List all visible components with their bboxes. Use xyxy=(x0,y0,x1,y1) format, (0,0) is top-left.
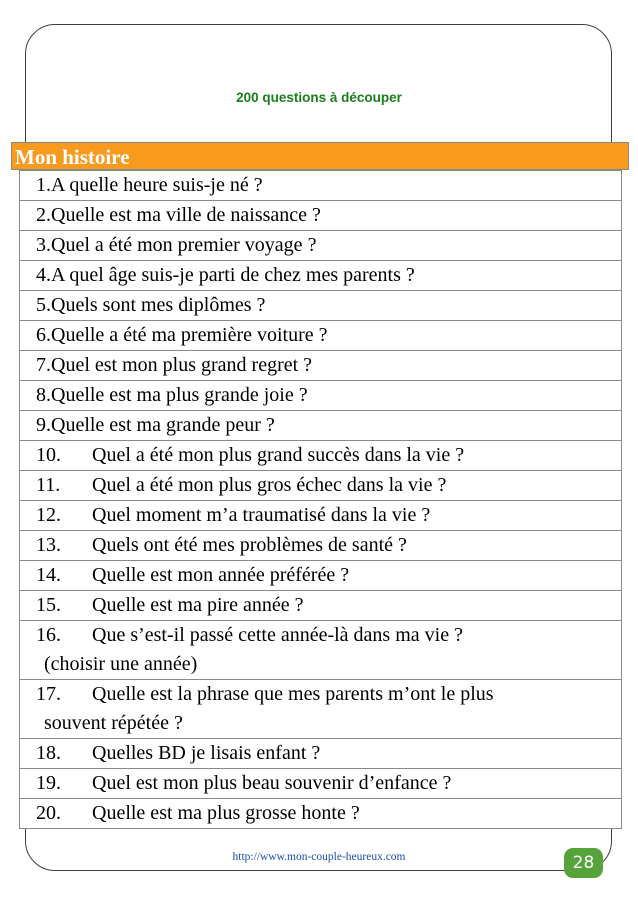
question-text: Quelle est la phrase que mes parents m’ont le plus xyxy=(92,683,494,705)
question-number: 3. xyxy=(36,234,51,256)
question-row xyxy=(19,231,622,261)
question-number: 18. xyxy=(36,742,61,764)
question-text: Quelle est ma plus grande joie ? xyxy=(51,384,308,406)
question-row xyxy=(19,381,622,411)
question-number: 7. xyxy=(36,354,51,376)
section-title: Mon histoire xyxy=(11,142,629,170)
page-number-badge: 28 xyxy=(564,848,603,878)
question-row xyxy=(19,591,622,621)
question-text: Quel a été mon plus gros échec dans la vie ? xyxy=(92,474,447,496)
footer-url-link[interactable]: http://www.mon-couple-heureux.com xyxy=(232,851,406,863)
question-number: 5. xyxy=(36,294,51,316)
question-number: 11. xyxy=(36,474,61,496)
question-number: 13. xyxy=(36,534,61,556)
question-text: A quelle heure suis-je né ? xyxy=(51,174,263,196)
question-text-continued: souvent répétée ? xyxy=(44,712,183,734)
question-number: 10. xyxy=(36,444,61,466)
question-row xyxy=(19,351,622,381)
question-row xyxy=(19,321,622,351)
question-row xyxy=(19,441,622,471)
question-number: 19. xyxy=(36,772,61,794)
question-row xyxy=(19,261,622,291)
question-text: A quel âge suis-je parti de chez mes parents ? xyxy=(51,264,415,286)
question-number: 1. xyxy=(36,174,51,196)
question-text: Quel a été mon plus grand succès dans la vie ? xyxy=(92,444,465,466)
question-text: Quels ont été mes problèmes de santé ? xyxy=(92,534,407,556)
question-row xyxy=(19,531,622,561)
question-text: Quel moment m’a traumatisé dans la vie ? xyxy=(92,504,431,526)
question-text: Quelle a été ma première voiture ? xyxy=(51,324,328,346)
question-text: Quelle est ma pire année ? xyxy=(92,594,304,616)
question-row xyxy=(19,561,622,591)
question-row xyxy=(19,769,622,799)
question-row xyxy=(19,680,622,739)
question-text: Quel a été mon premier voyage ? xyxy=(51,234,317,256)
question-number: 20. xyxy=(36,802,61,824)
question-row xyxy=(19,170,622,201)
question-number: 8. xyxy=(36,384,51,406)
question-text-continued: (choisir une année) xyxy=(44,653,198,675)
question-number: 14. xyxy=(36,564,61,586)
question-row xyxy=(19,411,622,441)
question-text: Quels sont mes diplômes ? xyxy=(51,294,266,316)
question-text: Quelle est ma grande peur ? xyxy=(51,414,275,436)
question-text: Quelle est ma plus grosse honte ? xyxy=(92,802,360,824)
page-title: 200 questions à découper xyxy=(236,90,402,105)
question-number: 4. xyxy=(36,264,51,286)
question-row xyxy=(19,739,622,769)
question-number: 12. xyxy=(36,504,61,526)
question-text: Quel est mon plus beau souvenir d’enfance ? xyxy=(92,772,452,794)
question-text: Quelles BD je lisais enfant ? xyxy=(92,742,321,764)
question-row xyxy=(19,201,622,231)
question-list xyxy=(19,170,622,829)
question-number: 9. xyxy=(36,414,51,436)
question-row xyxy=(19,291,622,321)
question-row xyxy=(19,799,622,829)
question-number: 2. xyxy=(36,204,51,226)
question-number: 16. xyxy=(36,624,61,646)
question-number: 17. xyxy=(36,683,61,705)
question-number: 6. xyxy=(36,324,51,346)
question-row xyxy=(19,621,622,680)
question-text: Que s’est-il passé cette année-là dans ma vie ? xyxy=(92,624,463,646)
question-text: Quelle est ma ville de naissance ? xyxy=(51,204,321,226)
question-text: Quelle est mon année préférée ? xyxy=(92,564,350,586)
question-row xyxy=(19,501,622,531)
question-text: Quel est mon plus grand regret ? xyxy=(51,354,313,376)
question-number: 15. xyxy=(36,594,61,616)
question-row xyxy=(19,471,622,501)
